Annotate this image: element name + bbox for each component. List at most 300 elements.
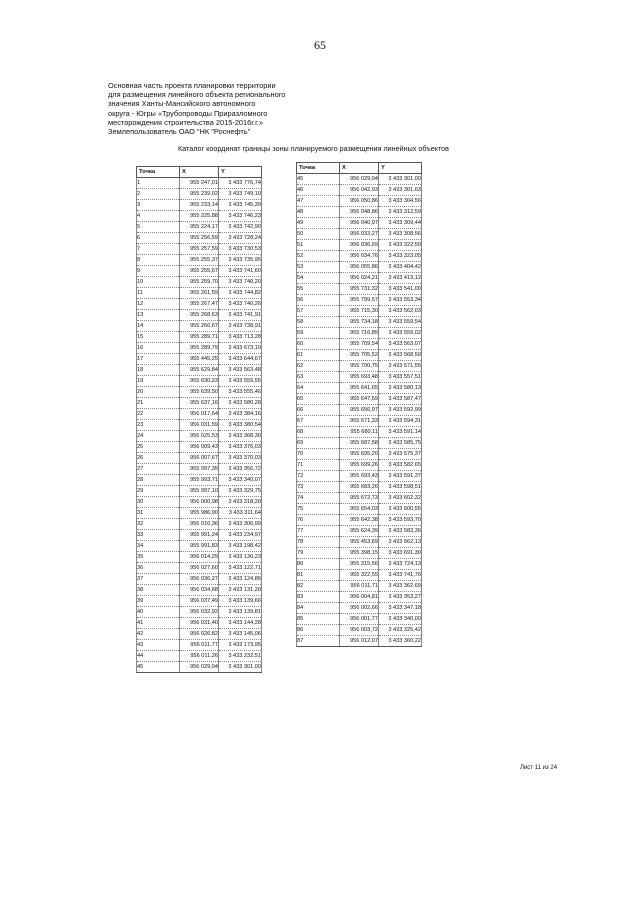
column-header-y: Y (379, 163, 422, 174)
point-number-cell: 62 (297, 361, 340, 372)
table-row (297, 317, 422, 328)
y-coordinate-cell: 3 433 591,14 (379, 427, 422, 438)
x-coordinate-cell: 955 671,33 (340, 416, 379, 427)
x-coordinate-cell: 956 011,71 (340, 581, 379, 592)
point-number-cell: 36 (137, 563, 180, 574)
column-header-point: Точка (137, 167, 180, 178)
y-coordinate-cell: 3 433 593,70 (379, 515, 422, 526)
y-coordinate-cell: 3 433 311,64 (219, 508, 262, 519)
table-row (297, 361, 422, 372)
y-coordinate-cell: 3 433 306,99 (219, 519, 262, 530)
y-coordinate-cell: 3 433 173,95 (219, 640, 262, 651)
table-row (137, 288, 262, 299)
x-coordinate-cell: 955 991,83 (180, 541, 219, 552)
catalog-title: Каталог координат границы зоны планируемого размещения линейных объектов (178, 144, 449, 153)
x-coordinate-cell: 955 266,67 (180, 321, 219, 332)
y-coordinate-cell: 3 433 384,16 (219, 409, 262, 420)
x-coordinate-cell: 956 032,92 (180, 607, 219, 618)
point-number-cell: 46 (297, 185, 340, 196)
table-row (137, 332, 262, 343)
table-row (137, 343, 262, 354)
point-number-cell: 13 (137, 310, 180, 321)
table-row (297, 438, 422, 449)
x-coordinate-cell: 956 034,76 (340, 251, 379, 262)
table-row (297, 306, 422, 317)
y-coordinate-cell: 3 433 301,00 (379, 174, 422, 185)
x-coordinate-cell: 955 259,70 (180, 277, 219, 288)
point-number-cell: 61 (297, 350, 340, 361)
x-coordinate-cell: 956 003,72 (340, 625, 379, 636)
x-coordinate-cell: 955 997,10 (180, 486, 219, 497)
table-row (297, 350, 422, 361)
y-coordinate-cell: 3 433 585,75 (379, 438, 422, 449)
table-row (297, 515, 422, 526)
table-row (137, 222, 262, 233)
y-coordinate-cell: 3 433 568,50 (379, 350, 422, 361)
point-number-cell: 29 (137, 486, 180, 497)
y-coordinate-cell: 3 433 591,37 (379, 471, 422, 482)
table-row (137, 497, 262, 508)
point-number-cell: 21 (137, 398, 180, 409)
table-row (137, 266, 262, 277)
point-number-cell: 52 (297, 251, 340, 262)
point-number-cell: 43 (137, 640, 180, 651)
table-row (297, 405, 422, 416)
point-number-cell: 3 (137, 200, 180, 211)
x-coordinate-cell: 955 256,59 (180, 233, 219, 244)
point-number-cell: 50 (297, 229, 340, 240)
y-coordinate-cell: 3 433 559,54 (379, 317, 422, 328)
x-coordinate-cell: 955 993,71 (180, 475, 219, 486)
y-coordinate-cell: 3 433 644,67 (219, 354, 262, 365)
x-coordinate-cell: 955 716,85 (340, 328, 379, 339)
y-coordinate-cell: 3 433 323,05 (379, 251, 422, 262)
point-number-cell: 31 (137, 508, 180, 519)
x-coordinate-cell: 955 255,37 (180, 255, 219, 266)
table-row (137, 508, 262, 519)
point-number-cell: 57 (297, 306, 340, 317)
x-coordinate-cell: 956 031,40 (180, 618, 219, 629)
table-row (137, 563, 262, 574)
point-number-cell: 82 (297, 581, 340, 592)
point-number-cell: 49 (297, 218, 340, 229)
x-coordinate-cell: 955 239,02 (180, 189, 219, 200)
point-number-cell: 59 (297, 328, 340, 339)
point-number-cell: 37 (137, 574, 180, 585)
x-coordinate-cell: 956 040,97 (340, 218, 379, 229)
table-row (297, 504, 422, 515)
header-line: значения Ханты-Мансийского автономного (108, 99, 256, 109)
y-coordinate-cell: 3 433 413,12 (379, 273, 422, 284)
table-row (137, 574, 262, 585)
point-number-cell: 79 (297, 548, 340, 559)
table-row (297, 394, 422, 405)
x-coordinate-cell: 955 445,25 (180, 354, 219, 365)
x-coordinate-cell: 955 654,03 (340, 504, 379, 515)
x-coordinate-cell: 955 734,18 (340, 317, 379, 328)
x-coordinate-cell: 956 014,29 (180, 552, 219, 563)
x-coordinate-cell: 956 011,77 (180, 640, 219, 651)
y-coordinate-cell: 3 433 124,86 (219, 574, 262, 585)
x-coordinate-cell: 955 225,88 (180, 211, 219, 222)
table-row (297, 526, 422, 537)
y-coordinate-cell: 3 433 741,76 (379, 570, 422, 581)
point-number-cell: 10 (137, 277, 180, 288)
y-coordinate-cell: 3 433 309,44 (379, 218, 422, 229)
column-header-point: Точка (297, 163, 340, 174)
point-number-cell: 12 (137, 299, 180, 310)
point-number-cell: 60 (297, 339, 340, 350)
point-number-cell: 48 (297, 207, 340, 218)
x-coordinate-cell: 956 004,81 (340, 592, 379, 603)
table-row (297, 339, 422, 350)
table-row (297, 328, 422, 339)
point-number-cell: 6 (137, 233, 180, 244)
x-coordinate-cell: 955 641,65 (340, 383, 379, 394)
table-row (137, 376, 262, 387)
y-coordinate-cell: 3 433 329,75 (219, 486, 262, 497)
point-number-cell: 45 (137, 662, 180, 673)
y-coordinate-cell: 3 433 318,20 (219, 497, 262, 508)
y-coordinate-cell: 3 433 356,72 (219, 464, 262, 475)
y-coordinate-cell: 3 433 404,42 (379, 262, 422, 273)
point-number-cell: 24 (137, 431, 180, 442)
table-row (297, 229, 422, 240)
x-coordinate-cell: 955 322,55 (340, 570, 379, 581)
column-header-x: X (180, 167, 219, 178)
x-coordinate-cell: 955 656,97 (340, 405, 379, 416)
table-row (137, 354, 262, 365)
point-number-cell: 15 (137, 332, 180, 343)
point-number-cell: 67 (297, 416, 340, 427)
point-number-cell: 17 (137, 354, 180, 365)
y-coordinate-cell: 3 433 301,63 (379, 185, 422, 196)
point-number-cell: 80 (297, 559, 340, 570)
y-coordinate-cell: 3 433 575,37 (379, 449, 422, 460)
table-row (297, 636, 422, 647)
table-row (137, 233, 262, 244)
y-coordinate-cell: 3 433 139,66 (219, 596, 262, 607)
y-coordinate-cell: 3 433 602,32 (379, 493, 422, 504)
x-coordinate-cell: 956 026,82 (180, 629, 219, 640)
table-row (137, 552, 262, 563)
x-coordinate-cell: 956 010,36 (180, 519, 219, 530)
point-number-cell: 35 (137, 552, 180, 563)
point-number-cell: 25 (137, 442, 180, 453)
y-coordinate-cell: 3 433 741,91 (219, 310, 262, 321)
point-number-cell: 65 (297, 394, 340, 405)
y-coordinate-cell: 3 433 553,34 (379, 295, 422, 306)
point-number-cell: 33 (137, 530, 180, 541)
point-number-cell: 53 (297, 262, 340, 273)
table-row (297, 284, 422, 295)
y-coordinate-cell: 3 433 144,28 (219, 618, 262, 629)
y-coordinate-cell: 3 433 541,00 (379, 284, 422, 295)
x-coordinate-cell: 956 034,68 (180, 585, 219, 596)
point-number-cell: 70 (297, 449, 340, 460)
point-number-cell: 8 (137, 255, 180, 266)
y-coordinate-cell: 3 433 360,22 (379, 636, 422, 647)
y-coordinate-cell: 3 433 353,27 (379, 592, 422, 603)
point-number-cell: 58 (297, 317, 340, 328)
x-coordinate-cell: 955 799,57 (340, 295, 379, 306)
table-row (137, 442, 262, 453)
y-coordinate-cell: 3 433 559,02 (379, 328, 422, 339)
x-coordinate-cell: 956 033,27 (340, 229, 379, 240)
table-row (137, 431, 262, 442)
table-row (297, 460, 422, 471)
table-row (137, 277, 262, 288)
table-row (137, 585, 262, 596)
point-number-cell: 78 (297, 537, 340, 548)
x-coordinate-cell: 955 257,59 (180, 244, 219, 255)
table-row (297, 196, 422, 207)
x-coordinate-cell: 956 012,07 (340, 636, 379, 647)
x-coordinate-cell: 955 453,69 (340, 537, 379, 548)
y-coordinate-cell: 3 433 571,55 (379, 361, 422, 372)
x-coordinate-cell: 955 398,15 (340, 548, 379, 559)
x-coordinate-cell: 956 024,21 (340, 273, 379, 284)
table-row (297, 427, 422, 438)
point-number-cell: 73 (297, 482, 340, 493)
y-coordinate-cell: 3 433 563,48 (219, 365, 262, 376)
y-coordinate-cell: 3 433 592,99 (379, 405, 422, 416)
x-coordinate-cell: 956 009,43 (180, 442, 219, 453)
point-number-cell: 4 (137, 211, 180, 222)
point-number-cell: 77 (297, 526, 340, 537)
y-coordinate-cell: 3 433 744,82 (219, 288, 262, 299)
page-number: 65 (314, 38, 326, 52)
point-number-cell: 87 (297, 636, 340, 647)
y-coordinate-cell: 3 433 587,47 (379, 394, 422, 405)
point-number-cell: 76 (297, 515, 340, 526)
y-coordinate-cell: 3 433 308,56 (379, 229, 422, 240)
point-number-cell: 7 (137, 244, 180, 255)
point-number-cell: 55 (297, 284, 340, 295)
y-coordinate-cell: 3 433 776,74 (219, 178, 262, 189)
table-row (137, 486, 262, 497)
point-number-cell: 38 (137, 585, 180, 596)
x-coordinate-cell: 956 000,98 (180, 497, 219, 508)
table-row (137, 255, 262, 266)
table-row (137, 607, 262, 618)
y-coordinate-cell: 3 433 749,10 (219, 189, 262, 200)
table-row (137, 629, 262, 640)
y-coordinate-cell: 3 433 380,54 (219, 420, 262, 431)
point-number-cell: 83 (297, 592, 340, 603)
point-number-cell: 2 (137, 189, 180, 200)
x-coordinate-cell: 955 672,73 (340, 493, 379, 504)
header-line: для размещения линейного объекта регионального (108, 90, 286, 100)
y-coordinate-cell: 3 433 735,95 (219, 255, 262, 266)
table-row (297, 218, 422, 229)
x-coordinate-cell: 956 036,69 (340, 240, 379, 251)
x-coordinate-cell: 956 007,67 (180, 453, 219, 464)
y-coordinate-cell: 3 433 362,69 (379, 581, 422, 592)
x-coordinate-cell: 955 637,16 (180, 398, 219, 409)
point-number-cell: 11 (137, 288, 180, 299)
y-coordinate-cell: 3 433 600,55 (379, 504, 422, 515)
x-coordinate-cell: 955 695,20 (340, 449, 379, 460)
x-coordinate-cell: 955 289,79 (180, 343, 219, 354)
x-coordinate-cell: 955 986,90 (180, 508, 219, 519)
point-number-cell: 18 (137, 365, 180, 376)
x-coordinate-cell: 955 687,58 (340, 438, 379, 449)
x-coordinate-cell: 955 693,48 (340, 372, 379, 383)
x-coordinate-cell: 955 693,43 (340, 471, 379, 482)
x-coordinate-cell: 955 247,01 (180, 178, 219, 189)
point-number-cell: 22 (137, 409, 180, 420)
table-row (297, 262, 422, 273)
y-coordinate-cell: 3 433 368,30 (219, 431, 262, 442)
y-coordinate-cell: 3 433 738,91 (219, 321, 262, 332)
point-number-cell: 81 (297, 570, 340, 581)
point-number-cell: 42 (137, 629, 180, 640)
y-coordinate-cell: 3 433 580,28 (219, 398, 262, 409)
y-coordinate-cell: 3 433 122,71 (219, 563, 262, 574)
y-coordinate-cell: 3 433 673,10 (219, 343, 262, 354)
x-coordinate-cell: 955 289,71 (180, 332, 219, 343)
x-coordinate-cell: 955 647,59 (340, 394, 379, 405)
y-coordinate-cell: 3 433 301,00 (219, 662, 262, 673)
y-coordinate-cell: 3 433 563,07 (379, 339, 422, 350)
table-row (297, 449, 422, 460)
table-row (137, 541, 262, 552)
table-row (137, 618, 262, 629)
table-row (137, 387, 262, 398)
sheet-info: Лист 11 из 24 (520, 765, 558, 771)
y-coordinate-cell: 3 433 340,07 (219, 475, 262, 486)
table-row (137, 299, 262, 310)
point-number-cell: 74 (297, 493, 340, 504)
table-header-row (297, 163, 422, 174)
table-row (297, 482, 422, 493)
y-coordinate-cell: 3 433 347,18 (379, 603, 422, 614)
table-row (137, 596, 262, 607)
x-coordinate-cell: 955 700,75 (340, 361, 379, 372)
table-row (297, 548, 422, 559)
y-coordinate-cell: 3 433 139,81 (219, 607, 262, 618)
header-line: месторождения строительства 2015-2016г.г.» (108, 117, 264, 127)
table-row (297, 570, 422, 581)
y-coordinate-cell: 3 433 691,30 (379, 548, 422, 559)
header-line: Землепользователь ОАО "НК "Роснефть" (108, 127, 251, 137)
x-coordinate-cell: 955 629,84 (180, 365, 219, 376)
x-coordinate-cell: 956 001,77 (340, 614, 379, 625)
table-row (137, 244, 262, 255)
table-row (297, 592, 422, 603)
table-row (137, 365, 262, 376)
x-coordinate-cell: 955 267,47 (180, 299, 219, 310)
y-coordinate-cell: 3 433 555,46 (219, 387, 262, 398)
point-number-cell: 9 (137, 266, 180, 277)
point-number-cell: 26 (137, 453, 180, 464)
point-number-cell: 5 (137, 222, 180, 233)
x-coordinate-cell: 956 002,66 (340, 603, 379, 614)
point-number-cell: 85 (297, 614, 340, 625)
table-row (137, 398, 262, 409)
x-coordinate-cell: 955 991,24 (180, 530, 219, 541)
table-row (297, 493, 422, 504)
point-number-cell: 40 (137, 607, 180, 618)
x-coordinate-cell: 956 037,49 (180, 596, 219, 607)
point-number-cell: 34 (137, 541, 180, 552)
table-row (137, 321, 262, 332)
x-coordinate-cell: 955 255,67 (180, 266, 219, 277)
y-coordinate-cell: 3 433 198,42 (219, 541, 262, 552)
table-row (137, 453, 262, 464)
y-coordinate-cell: 3 433 559,55 (219, 376, 262, 387)
x-coordinate-cell: 955 705,52 (340, 350, 379, 361)
x-coordinate-cell: 956 031,59 (180, 420, 219, 431)
x-coordinate-cell: 956 027,60 (180, 563, 219, 574)
y-coordinate-cell: 3 433 745,39 (219, 200, 262, 211)
x-coordinate-cell: 956 036,27 (180, 574, 219, 585)
point-number-cell: 39 (137, 596, 180, 607)
point-number-cell: 56 (297, 295, 340, 306)
y-coordinate-cell: 3 433 557,51 (379, 372, 422, 383)
point-number-cell: 69 (297, 438, 340, 449)
x-coordinate-cell: 955 997,35 (180, 464, 219, 475)
y-coordinate-cell: 3 433 145,06 (219, 629, 262, 640)
x-coordinate-cell: 955 261,59 (180, 288, 219, 299)
table-row (297, 416, 422, 427)
point-number-cell: 47 (297, 196, 340, 207)
y-coordinate-cell: 3 433 325,42 (379, 625, 422, 636)
point-number-cell: 68 (297, 427, 340, 438)
x-coordinate-cell: 955 639,50 (180, 387, 219, 398)
point-number-cell: 23 (137, 420, 180, 431)
x-coordinate-cell: 955 699,26 (340, 460, 379, 471)
table-row (297, 251, 422, 262)
table-row (137, 519, 262, 530)
point-number-cell: 28 (137, 475, 180, 486)
point-number-cell: 54 (297, 273, 340, 284)
y-coordinate-cell: 3 433 304,56 (379, 196, 422, 207)
y-coordinate-cell: 3 433 130,23 (219, 552, 262, 563)
point-number-cell: 20 (137, 387, 180, 398)
x-coordinate-cell: 955 715,30 (340, 306, 379, 317)
x-coordinate-cell: 956 029,04 (180, 662, 219, 673)
table-row (137, 189, 262, 200)
y-coordinate-cell: 3 433 131,20 (219, 585, 262, 596)
point-number-cell: 16 (137, 343, 180, 354)
point-number-cell: 71 (297, 460, 340, 471)
column-header-x: X (340, 163, 379, 174)
table-row (297, 383, 422, 394)
y-coordinate-cell: 3 433 662,13 (379, 537, 422, 548)
x-coordinate-cell: 956 048,86 (340, 207, 379, 218)
table-row (137, 211, 262, 222)
x-coordinate-cell: 955 630,23 (180, 376, 219, 387)
table-row (297, 471, 422, 482)
y-coordinate-cell: 3 433 742,90 (219, 222, 262, 233)
table-row (297, 603, 422, 614)
x-coordinate-cell: 955 315,56 (340, 559, 379, 570)
x-coordinate-cell: 955 680,11 (340, 427, 379, 438)
y-coordinate-cell: 3 433 232,51 (219, 651, 262, 662)
y-coordinate-cell: 3 433 583,36 (379, 526, 422, 537)
table-row (137, 640, 262, 651)
point-number-cell: 41 (137, 618, 180, 629)
y-coordinate-cell: 3 433 746,23 (219, 211, 262, 222)
coordinates-table-right (296, 162, 422, 647)
point-number-cell: 14 (137, 321, 180, 332)
document-header (108, 81, 408, 136)
point-number-cell: 19 (137, 376, 180, 387)
point-number-cell: 1 (137, 178, 180, 189)
table-header-row (137, 167, 262, 178)
